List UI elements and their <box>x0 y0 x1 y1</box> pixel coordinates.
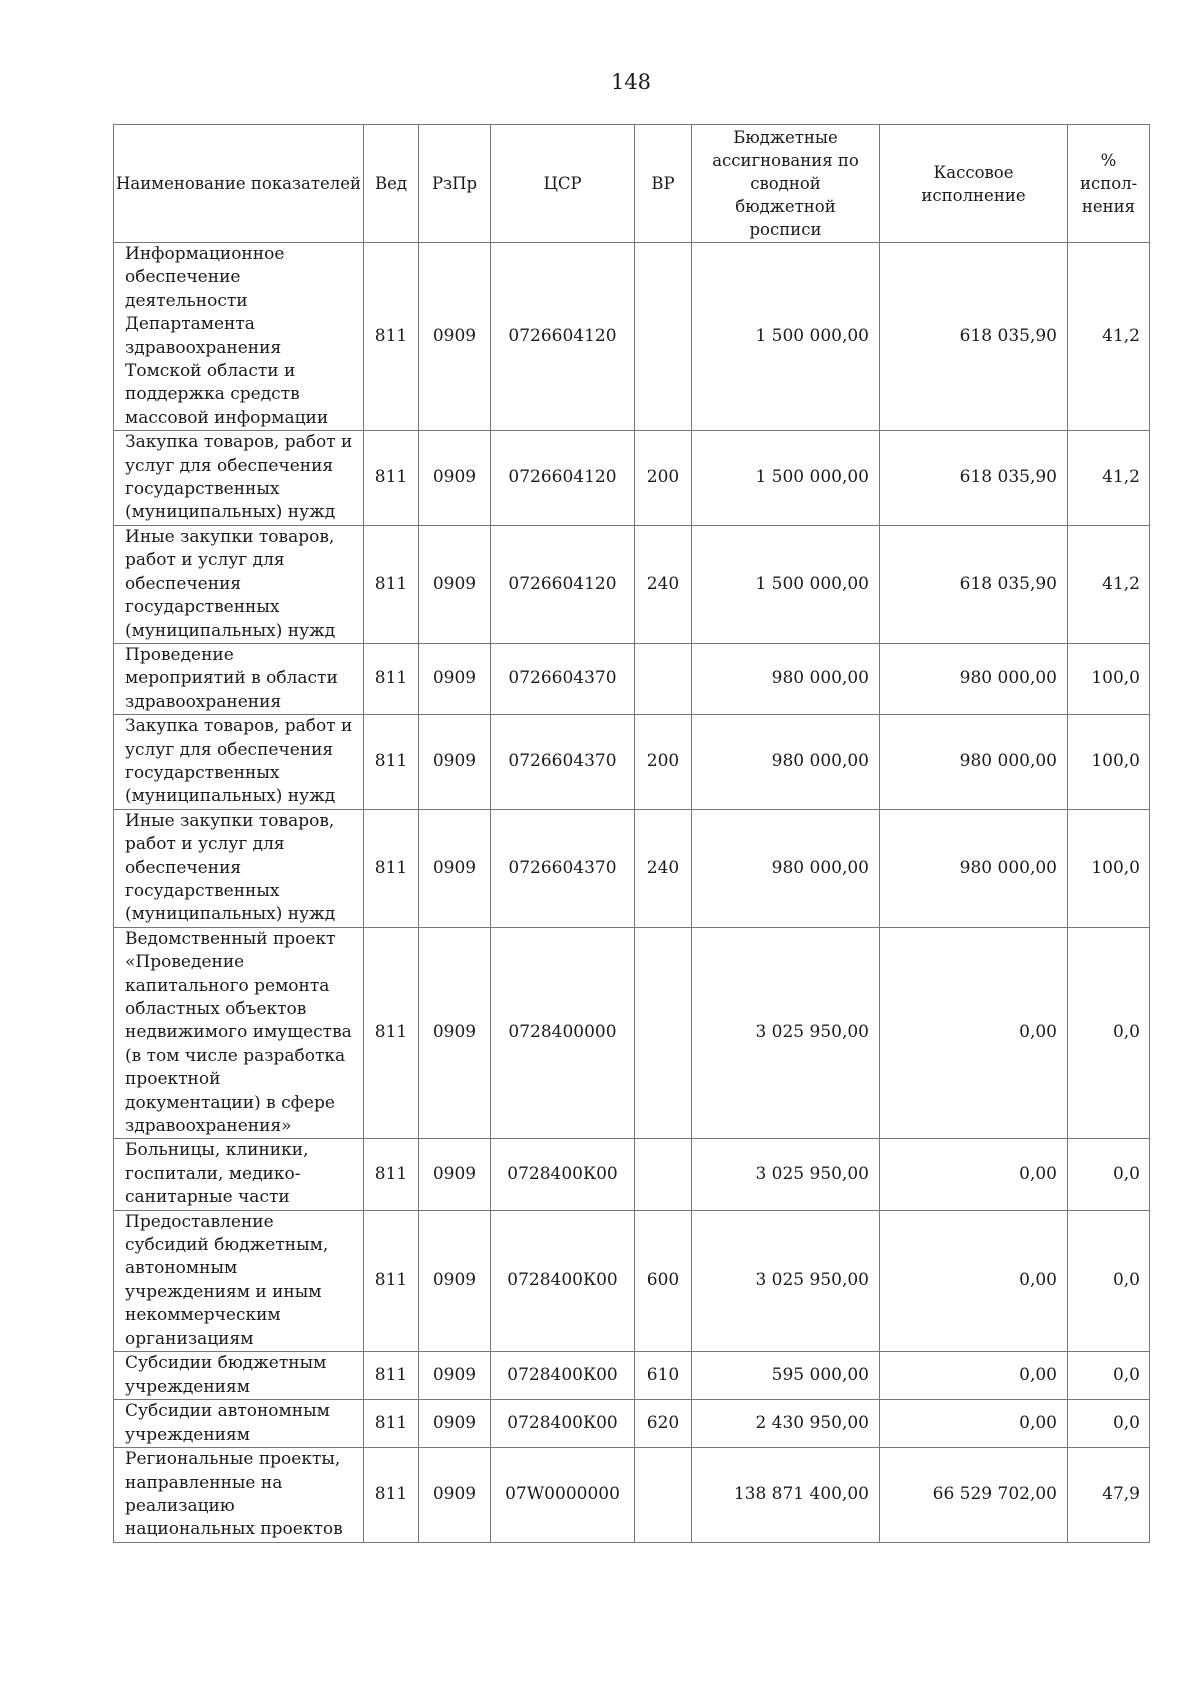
row-rzpr: 0909 <box>419 927 491 1139</box>
row-cash: 980 000,00 <box>880 809 1068 927</box>
row-budget: 595 000,00 <box>692 1352 880 1400</box>
row-rzpr: 0909 <box>419 1352 491 1400</box>
row-pct: 0,0 <box>1068 927 1150 1139</box>
row-rzpr: 0909 <box>419 431 491 526</box>
row-vr <box>635 1448 692 1543</box>
row-csr: 0728400К00 <box>491 1400 635 1448</box>
row-name: Больницы, клиники, госпитали, медико-санитарные части <box>114 1139 364 1210</box>
budget-table <box>113 124 1150 1543</box>
row-vr <box>635 643 692 714</box>
row-ved: 811 <box>364 431 419 526</box>
row-cash: 618 035,90 <box>880 525 1068 643</box>
row-vr: 600 <box>635 1210 692 1351</box>
row-cash: 980 000,00 <box>880 643 1068 714</box>
row-cash: 66 529 702,00 <box>880 1448 1068 1543</box>
row-csr: 0726604120 <box>491 431 635 526</box>
page-number: 148 <box>610 70 652 94</box>
header-name: Наименование показателей <box>114 125 364 243</box>
row-ved: 811 <box>364 525 419 643</box>
row-budget: 980 000,00 <box>692 809 880 927</box>
row-budget: 1 500 000,00 <box>692 243 880 431</box>
header-rzpr: РзПр <box>419 125 491 243</box>
row-rzpr: 0909 <box>419 1139 491 1210</box>
row-csr: 0726604370 <box>491 643 635 714</box>
row-ved: 811 <box>364 1139 419 1210</box>
row-ved: 811 <box>364 809 419 927</box>
table-row <box>114 1448 1150 1543</box>
row-name: Ведомственный проект «Проведение капитального ремонта областных объектов недвижимого имущества (в том числе разработка проектной документации) в сфере здравоохранения» <box>114 927 364 1139</box>
row-cash: 0,00 <box>880 927 1068 1139</box>
table-row <box>114 1400 1150 1448</box>
row-csr: 0728400000 <box>491 927 635 1139</box>
table-row <box>114 715 1150 810</box>
header-pct: % испол-нения <box>1068 125 1150 243</box>
table-row <box>114 927 1150 1139</box>
row-cash: 0,00 <box>880 1400 1068 1448</box>
row-ved: 811 <box>364 1210 419 1351</box>
row-budget: 980 000,00 <box>692 715 880 810</box>
row-cash: 0,00 <box>880 1352 1068 1400</box>
row-rzpr: 0909 <box>419 243 491 431</box>
table-row <box>114 1210 1150 1351</box>
row-ved: 811 <box>364 1352 419 1400</box>
row-rzpr: 0909 <box>419 1400 491 1448</box>
header-cash: Кассовое исполнение <box>880 125 1068 243</box>
row-rzpr: 0909 <box>419 643 491 714</box>
row-rzpr: 0909 <box>419 1448 491 1543</box>
row-pct: 0,0 <box>1068 1210 1150 1351</box>
row-cash: 0,00 <box>880 1139 1068 1210</box>
row-pct: 41,2 <box>1068 431 1150 526</box>
row-ved: 811 <box>364 715 419 810</box>
row-ved: 811 <box>364 927 419 1139</box>
row-csr: 07W0000000 <box>491 1448 635 1543</box>
table-row <box>114 525 1150 643</box>
row-rzpr: 0909 <box>419 525 491 643</box>
row-name: Иные закупки товаров, работ и услуг для обеспечения государственных (муниципальных) нужд <box>114 525 364 643</box>
row-cash: 980 000,00 <box>880 715 1068 810</box>
row-budget: 3 025 950,00 <box>692 1210 880 1351</box>
row-cash: 0,00 <box>880 1210 1068 1351</box>
row-name: Иные закупки товаров, работ и услуг для обеспечения государственных (муниципальных) нужд <box>114 809 364 927</box>
row-pct: 41,2 <box>1068 525 1150 643</box>
row-rzpr: 0909 <box>419 1210 491 1351</box>
row-vr: 200 <box>635 715 692 810</box>
row-name: Субсидии бюджетным учреждениям <box>114 1352 364 1400</box>
row-name: Субсидии автономным учреждениям <box>114 1400 364 1448</box>
row-vr <box>635 927 692 1139</box>
row-budget: 3 025 950,00 <box>692 1139 880 1210</box>
row-pct: 41,2 <box>1068 243 1150 431</box>
row-csr: 0728400К00 <box>491 1210 635 1351</box>
row-cash: 618 035,90 <box>880 431 1068 526</box>
row-csr: 0728400К00 <box>491 1139 635 1210</box>
row-budget: 980 000,00 <box>692 643 880 714</box>
header-ved: Вед <box>364 125 419 243</box>
row-csr: 0726604370 <box>491 715 635 810</box>
table-row <box>114 643 1150 714</box>
row-vr: 240 <box>635 809 692 927</box>
row-name: Закупка товаров, работ и услуг для обеспечения государственных (муниципальных) нужд <box>114 431 364 526</box>
row-ved: 811 <box>364 1448 419 1543</box>
row-budget: 3 025 950,00 <box>692 927 880 1139</box>
table-row <box>114 243 1150 431</box>
row-cash: 618 035,90 <box>880 243 1068 431</box>
header-budget: Бюджетные ассигнования по сводной бюджетной росписи <box>692 125 880 243</box>
row-csr: 0728400К00 <box>491 1352 635 1400</box>
row-csr: 0726604120 <box>491 243 635 431</box>
row-vr: 200 <box>635 431 692 526</box>
row-budget: 1 500 000,00 <box>692 525 880 643</box>
row-pct: 0,0 <box>1068 1352 1150 1400</box>
row-csr: 0726604370 <box>491 809 635 927</box>
row-vr: 240 <box>635 525 692 643</box>
row-pct: 0,0 <box>1068 1400 1150 1448</box>
row-name: Информационное обеспечение деятельности Департамента здравоохранения Томской области и поддержка средств массовой информации <box>114 243 364 431</box>
row-vr: 610 <box>635 1352 692 1400</box>
row-ved: 811 <box>364 643 419 714</box>
table-row <box>114 809 1150 927</box>
row-vr <box>635 1139 692 1210</box>
row-rzpr: 0909 <box>419 715 491 810</box>
row-name: Предоставление субсидий бюджетным, автономным учреждениям и иным некоммерческим организациям <box>114 1210 364 1351</box>
table-row <box>114 431 1150 526</box>
row-name: Проведение мероприятий в области здравоохранения <box>114 643 364 714</box>
row-ved: 811 <box>364 1400 419 1448</box>
row-pct: 100,0 <box>1068 715 1150 810</box>
row-name: Региональные проекты, направленные на реализацию национальных проектов <box>114 1448 364 1543</box>
row-pct: 0,0 <box>1068 1139 1150 1210</box>
row-csr: 0726604120 <box>491 525 635 643</box>
row-pct: 47,9 <box>1068 1448 1150 1543</box>
table-row <box>114 1139 1150 1210</box>
row-vr: 620 <box>635 1400 692 1448</box>
row-vr <box>635 243 692 431</box>
row-rzpr: 0909 <box>419 809 491 927</box>
row-pct: 100,0 <box>1068 809 1150 927</box>
header-row <box>114 125 1150 243</box>
row-budget: 138 871 400,00 <box>692 1448 880 1543</box>
row-name: Закупка товаров, работ и услуг для обеспечения государственных (муниципальных) нужд <box>114 715 364 810</box>
row-budget: 2 430 950,00 <box>692 1400 880 1448</box>
header-vr: ВР <box>635 125 692 243</box>
row-budget: 1 500 000,00 <box>692 431 880 526</box>
header-csr: ЦСР <box>491 125 635 243</box>
table-row <box>114 1352 1150 1400</box>
row-pct: 100,0 <box>1068 643 1150 714</box>
row-ved: 811 <box>364 243 419 431</box>
